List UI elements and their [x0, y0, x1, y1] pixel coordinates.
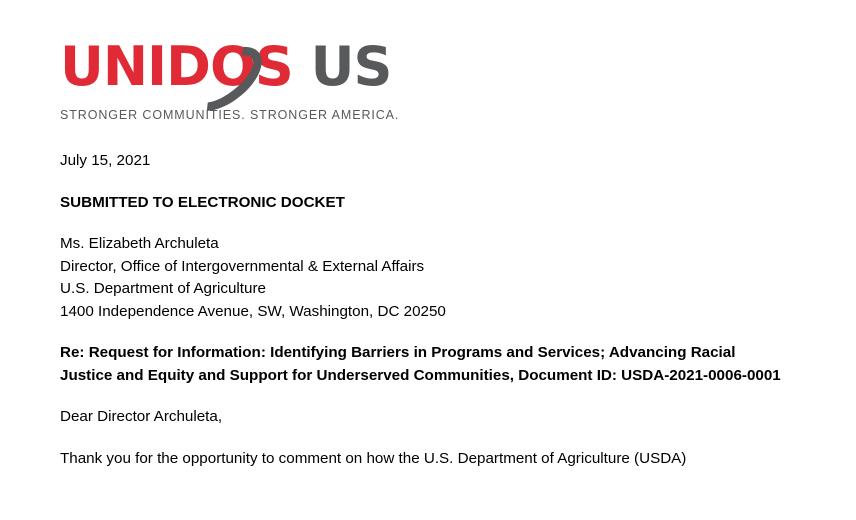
subject-line: Re: Request for Information: Identifying Barriers in Programs and Services; Advancing Racial Justice and Equity and Support for Underserved Communities, Document ID: USDA-2021-0006-0001 — [60, 344, 781, 384]
letter-date: July 15, 2021 — [60, 152, 151, 169]
letterhead — [60, 35, 420, 122]
recipient-address: 1400 Independence Avenue, SW, Washington, DC 20250 — [60, 302, 446, 320]
recipient-name: Ms. Elizabeth Archuleta — [60, 235, 219, 252]
letter-body — [60, 150, 786, 470]
opening-paragraph: Thank you for the opportunity to comment on how the U.S. Department of Agriculture (USDA) — [60, 449, 687, 467]
logo-tagline: STRONGER COMMUNITIES. STRONGER AMERICA. — [60, 108, 400, 122]
logo-text-unid: UNID — [60, 35, 210, 98]
unidos-us-logo — [60, 35, 420, 100]
logo-text-us: US — [310, 35, 392, 98]
submission-note: SUBMITTED TO ELECTRONIC DOCKET — [60, 193, 345, 211]
recipient-address-block — [60, 233, 786, 323]
recipient-agency: U.S. Department of Agriculture — [60, 280, 266, 297]
salutation: Dear Director Archuleta, — [60, 408, 223, 425]
logo-text-s: S — [254, 35, 293, 98]
logo-text-o: O — [209, 35, 255, 98]
recipient-title: Director, Office of Intergovernmental & External Affairs — [60, 257, 425, 275]
